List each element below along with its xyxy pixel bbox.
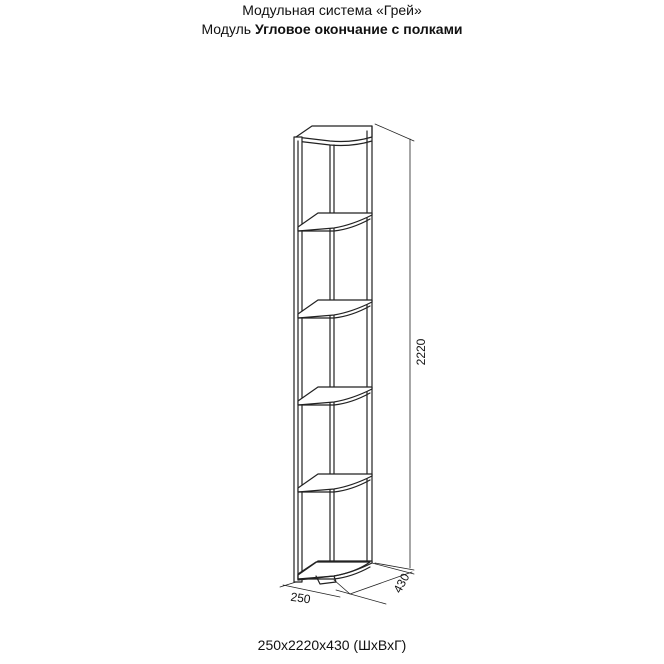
depth-label: 430 [390, 570, 413, 596]
module-prefix: Модуль [201, 21, 252, 37]
shelf [298, 213, 372, 231]
shelf [298, 300, 372, 318]
system-title: Модульная система «Грей» [242, 2, 422, 18]
shelf [298, 387, 372, 405]
height-dimension [375, 124, 414, 570]
module-name: Угловое окончание с полками [254, 21, 463, 37]
top-panel [296, 126, 372, 142]
shelves [298, 213, 372, 579]
width-label: 250 [289, 589, 312, 607]
dimensions-caption: 250х2220х430 (ШхВхГ) [257, 637, 407, 653]
shelf [298, 474, 372, 492]
height-label: 2220 [414, 338, 428, 366]
